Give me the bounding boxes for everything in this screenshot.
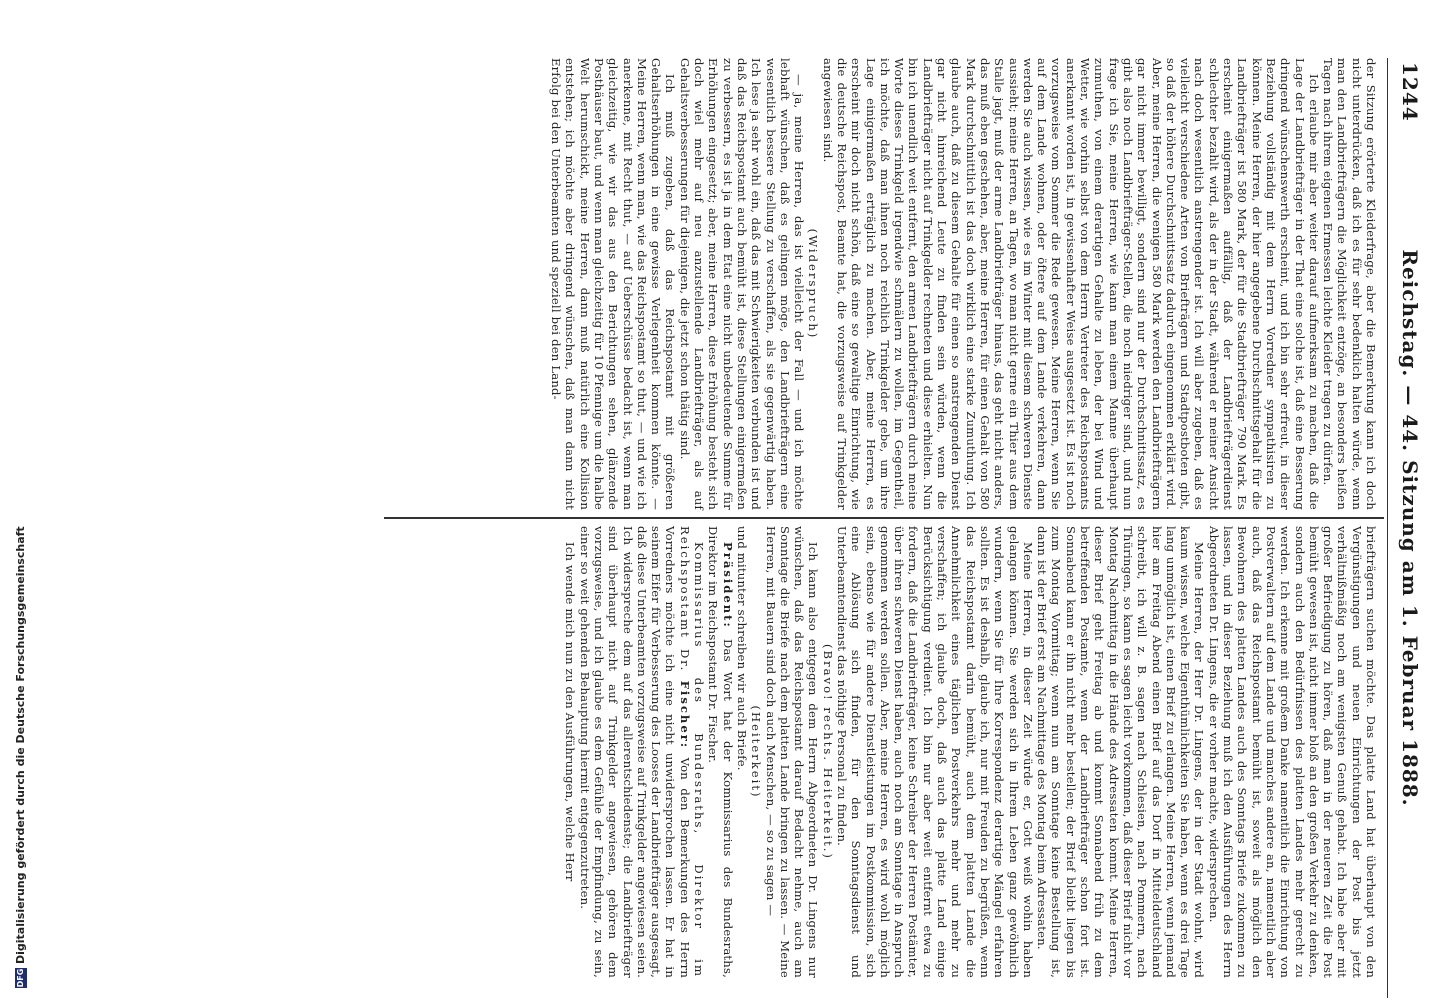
paragraph: Meine Herren, in dieser Zeit würde er, Gott weiß wohin haben gelangen können. Sie werden sich in Ihrem Leben ganz gewöhnlich wundern, wenn Sie für Ihre Korrespondenz derartige Mängel erfahren sollten. Es ist deshalb, glaube ich, nur mit Freuden zu begrüßen, wenn das Reichspostamt darin bemüht, auch dem platten Lande die Annehmlichkeit eines täglichen Postverkehrs mehr und mehr zu verschaffen; ich glaube doch, daß auch das platte Land einige Berücksichtigung verdient. Ich bin nur aber weit entfernt etwa zu fordern, daß die Landbriefträger, keine Schreiber der Herren Postämter, über ihren schweren Dienst haben, auch noch am Sonntage in Anspruch genommen werden sollen. Aber, meine Herren, es wird wohl möglich sein, ebenso wie für andere Dienstleistungen im Postkommission, sich eine Ablösung sich finden, für den Sonntagsdienst und Unterbeamtendienst das nöthige Personal zu finden. xyxy=(835,526,1035,978)
digitization-credit xyxy=(2,0,26,1000)
paragraph: Ich wende mich nun zu den Ausführungen, welche Herr xyxy=(563,542,578,882)
right-column xyxy=(563,526,1378,978)
speech-text: Von den Bemerkungen des Herrn Vorredners möchte ich eine nicht unwidersprochen lassen. Er hat in seinem Eifer für Verbesserung des Looses der Landbriefträger ausgesagt, daß diese Unterbeamten vorzugsweise auf Trinkgelder angewiesen seien. Ich widerspreche dem auf das allerentschiedenste; die Landbriefträger sind überhaupt nicht auf Trinkgelder angewiesen, gehören dem vorzugsweise, und ich glaube es dem Gefühle der Empfindung, zu sein, einer so weit gehenden Behauptung hiermit entgegenzutreten. xyxy=(577,526,692,979)
paragraph: Meine Herren, der Herr Dr. Lingens, der in der Stadt wohnt, wird kaum wissen, welche Eigenthümlichkeiten Sie haben, wenn es drei Tage lang unmöglich ist, einen Brief zu erlangen. Meine Herren, wenn jemand hier am Freitag Abend einen Brief auf das Dorf in Mitteldeutschland schreibt, ich will z. B. sagen nach Schlesien, nach Pommern, nach Thüringen, so kann es sagen leicht vorkommen, daß dieser Brief nicht vor Montag Nachmittag in die Hände des Adressaten kommt. Meine Herren, dieser Brief geht Freitag ab und kommt Sonnabend früh zu dem betreffenden Postamte, wenn der Landbriefträger schon fort ist. Sonnabend kann er ihn nicht mehr bestellen; der Brief bleibt liegen bis zum Montag Vormittag; wenn nun am Sonntage keine Bestellung ist, dann ist der Brief erst am Nachmittage des Montag beim Adressaten. xyxy=(1035,526,1207,978)
speech-text: Das Wort hat der Kommissarius des Bundesraths, Direktor im Reichspostamt Dr. Fischer. xyxy=(706,526,735,978)
paragraph: der Sitzung erörterte Kleiderfrage, aber die Bemerkung kann ich doch nicht unterdrücken, daß ich es für sehr bedenklich halten würde, wenn man den Landbriefträgern die Möglichkeit entzöge, an besonders heißen Tagen nach ihrem eigenen Ermessen leichte Kleider tragen zu dürfen. xyxy=(1321,58,1378,510)
dfg-logo: DFG xyxy=(15,968,25,988)
scanned-page xyxy=(102,58,1422,998)
paragraph: Ich erlaube mir aber weiter darauf aufmerksam zu machen, daß die Lage der Landbriefträger in der That eine solche ist, daß eine Besserung dringend wünschenswerth erscheint, und ich bin sehr erfreut, in dieser Beziehung vollständig mit dem Herrn Vorredner sympathisiren zu können. Meine Herren, der hier angegebene Durchschnittsgehalt für die Landbriefträger ist 580 Mark, der für die Stadtbriefträger 790 Mark. Es erscheint einigermaßen auffällig, daß der Landbriefträgerdienst schlechter bezahlt wird, als der in der Stadt, während er meiner Ansicht nach doch wesentlich anstrengender ist. Ich will aber zugeben, daß es vielleicht verschiedene Arten von Briefträgern und Stadtpostboten gibt, so daß der höhere Durchschnittssatz dadurch eingenommen erklärt wird. Aber, meine Herren, die wenigen 580 Mark werden den Landbriefträgern gar nicht immer bewilligt, sondern sind nur der Durchschnittssatz, es gibt also noch Landbriefträger-Stellen, die noch niedriger sind, und nun frage ich Sie, meine Herren, wie kann man einem Manne überhaupt zumuthen, von einem derartigen Gehalte zu leben, der bei Wind und Wetter, wie vorhin selbst von dem Herrn Vertreter des Reichspostamts anerkannt worden ist, in gewissenhafter Weise ausgesetzt ist. Es ist noch vorzugsweise vom Sommer die Rede gewesen. Meine Herren, wenn Sie auf dem Lande wohnen, oder öftere auf dem Lande verkehren, dann werden Sie auch wissen, wie es im Winter mit diesem schweren Dienste aussieht; meine Herren, an Tagen, wo man nicht gerne ein Thier aus dem Stalle jagt, muß der arme Landbriefträger hinaus, das geht nicht anders, das muß eben geschehen, aber, meine Herren, für einen Gehalt von 580 Mark durchschnittlich ist das doch wirklich eine starke Zumuthung. Ich glaube auch, daß zu diesem Gehalte für einen so anstrengenden Dienst gar nicht hinreichend Leute zu finden sein würden, wenn die Landbriefträger nicht auf Trinkgelder rechneten und diese erhielten. Nun bin ich unendlich weit entfernt, den armen Landbriefträgern durch meine Worte dieses Trinkgeld irgendwie schmälern zu wollen, im Gegentheil, ich möchte, daß man ihnen noch reichlich Trinkgelder gebe, um ihre Lage einigermaßen erträglich zu machen. Aber, meine Herren, es erscheint mir doch nicht schön, daß eine so gewaltige Einrichtung, wie die deutsche Reichspost, Beamte hat, die vorzugsweise auf Trinkgelder angewiesen sind. xyxy=(820,58,1321,510)
page-header xyxy=(1392,58,1422,998)
paragraph: briefträgern suchen möchte. Das platte Land hat überhaupt von den Vergünstigungen und neuen Einrichtungen der Post bis jetzt verhältnißmäßig noch am wenigsten Genuß gehabt. Ich habe aber mit großer Befriedigung zu hören, daß man in der neueren Zeit die Post bemüht gewesen ist, nicht immer bloß an den großen Verkehr zu denken, sondern auch den Bedürfnissen des platten Landes mehr gerecht zu werden. Ich erkenne mit großem Danke namentlich die Einrichtung von Postverwaltern auf dem Lande und manches andere an, namentlich aber auch, daß das Reichspostamt bemüht ist, soweit als möglich den Bewohnern des platten Landes auch des Sonntags Briefe zukommen zu lassen, und in dieser Beziehung muß ich den Ausführungen des Herrn Abgeordneten Dr. Lingens, die er vorher machte, widersprechen. xyxy=(1206,526,1378,978)
president-statement xyxy=(706,526,735,978)
commissioner-statement xyxy=(577,526,706,978)
audience-reaction: (Widerspruch) xyxy=(806,228,821,340)
speaker-name: Präsident: xyxy=(720,542,735,629)
paragraph: — ja, meine Herren, das ist vielleicht der Fall — und ich möchte lebhaft wünschen, daß es gelingen möge, den Landbriefträgern eine wesentlich bessere Stellung zu verschaffen, als sie gegenwärtig haben. Ich lese ja sehr wohl ein, daß das mit Schwierigkeiten verbunden ist und daß das Reichspostamt auch bemüht ist, diese Stellungen einigermaßen zu verbessern, es ist ja in dem Etat eine nicht unbedeutende Summe für Erhöhungen eingesetzt; aber, meine Herren, diese Erhöhung besteht sich doch wiel mehr auf neu anzustellende Landbriefträger, als auf Gehaltsverbesserungen für diejenigen, die jetzt schon thätig sind. xyxy=(677,58,807,510)
speaker-name: Fischer: xyxy=(677,680,692,750)
paragraph: Ich kann also entgegen dem Herrn Abgeordneten Dr. Lingens nur wünschen, daß das Reichspostamt darauf Bedacht nehme, auch am Sonntage die Briefe nach dem platten Lande bringen zu lassen. — Meine Herren, mit Bauern sind doch auch Menschen, — so zu sagen — xyxy=(763,526,821,978)
audience-reaction: (Heiterkeit) xyxy=(749,705,764,799)
credit-text: Digitalisierung gefördert durch die Deutsche Forschungsgemeinschaft xyxy=(14,526,27,964)
speaker-intro: Kommissarius des Bundesraths, Direktor im Reichspostamt Dr. xyxy=(677,526,707,978)
paragraph: Ich muß zugeben, daß das Reichspostamt mit größeren Gehaltserhöhungen in eine gewisse Verlegenheit kommen könnte. — Meine Herren, wenn man, wie das Reichspostamt so thut, — und wie ich anerkenne, mit Recht thut, — auf Ueberschüsse bedacht ist, wenn man gleichzeitig, wie wir das aus den Berichtungen sehen, glänzende Posthäuser baut, und wenn man gleichzeitig für 10 Pfennige um die halbe Welt herumschickt, meine Herren, dann muß natürlich eine Kollision entstehen; ich möchte aber dringend wünschen, daß man dann nicht Erfolg bei den Unterbeamten und speziell bei den Land- xyxy=(549,58,678,510)
paragraph: und mitunter schreiben wir auch Briefe. xyxy=(734,526,749,771)
page-title: Reichstag. — 44. Sitzung am 1. Februar 1888. xyxy=(1398,249,1422,807)
audience-reaction: (Bravo! rechts. Heiterkeit.) xyxy=(820,644,835,860)
column-divider xyxy=(384,517,1384,519)
header-rule xyxy=(1387,58,1388,998)
left-column xyxy=(549,58,1378,510)
page-number: 1244 xyxy=(1398,62,1422,122)
